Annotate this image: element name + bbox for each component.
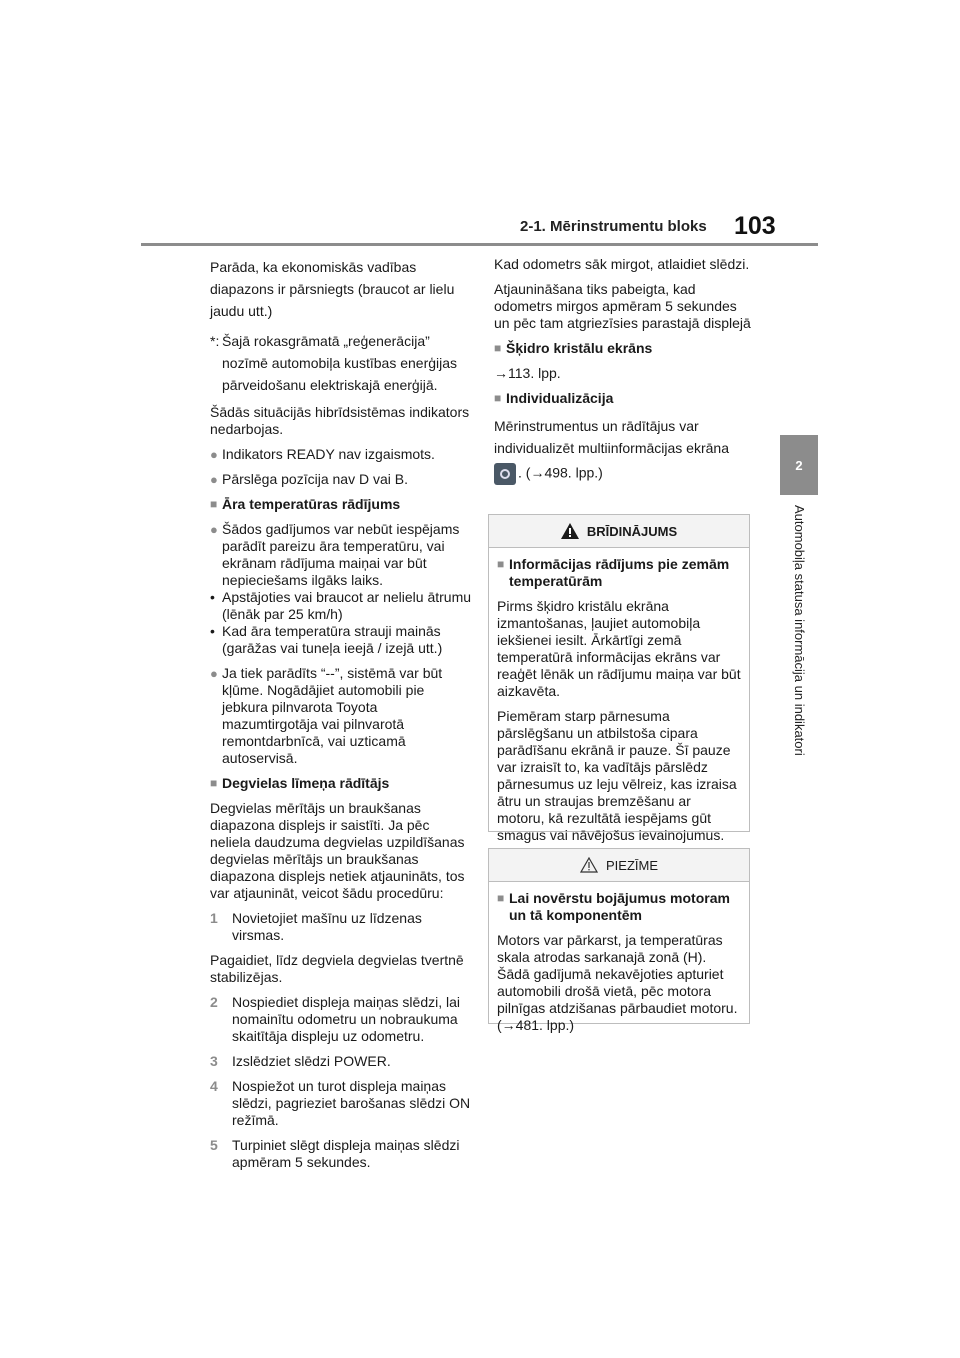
square-icon: ■ — [494, 391, 502, 405]
warning-box-title — [489, 515, 749, 548]
page-number: 103 — [734, 212, 776, 240]
bullet-icon: ● — [210, 472, 218, 487]
page-reference: →113. lpp. — [494, 365, 561, 381]
bullet-text: Indikators READY nav izgaismots. — [222, 446, 435, 462]
step-item — [210, 1078, 472, 1129]
paragraph: Degvielas mērītājs un braukšanas diapazona displejs ir saistīti. Ja pēc neliela daudzuma degvielas uzpildīšanas degvielas mērītājs un braukšanas diapazona displejs netiek atjaunināts, tos var atjaunināt, veicot šādu procedūru: — [210, 800, 465, 901]
paragraph: Parāda, ka ekonomiskās vadības diapazons ir pārsniegts (braucot ar lielu jaudu utt.) — [210, 259, 455, 319]
step-number: 4 — [210, 1078, 218, 1094]
step-number: 5 — [210, 1137, 218, 1153]
step-item — [210, 1053, 472, 1070]
footnote — [210, 330, 472, 396]
chapter-side-label: Automobiļa statusa informācija un indikatori — [792, 505, 807, 756]
header-rule — [141, 243, 818, 246]
step-item — [210, 910, 472, 944]
dash-icon: • — [210, 589, 215, 605]
paragraph: Pagaidiet, līdz degviela degvielas tvertnē stabilizējas. — [210, 952, 464, 985]
warning-paragraph: Piemēram starp pārnesuma pārslēgšanu un atbilstoša cipara parādīšanu ekrānā ir pauze. Šī pauze var izraisīt to, ka vadītājs pārslēdz pārnesumus uz leju vēlreiz, kas izraisa ātru un straujas bremzēšanu ar motoru, kā rezultātā iespējams gūt smagus vai nāvējošus ievainojumus. — [497, 708, 737, 843]
notice-heading — [497, 890, 741, 924]
warning-heading — [497, 556, 741, 590]
page-reference: . (→498. lpp.) — [518, 464, 603, 481]
warning-title-text: BRĪDINĀJUMS — [586, 523, 678, 539]
step-text: Novietojiet mašīnu uz līdzenas virsmas. — [232, 910, 422, 943]
square-icon: ■ — [494, 341, 502, 355]
bullet-icon: ● — [210, 522, 218, 537]
section-heading — [494, 390, 756, 407]
dash-text: Kad āra temperatūra strauji mainās (garāžas vai tuneļa ieejā / izejā utt.) — [222, 623, 443, 656]
paragraph: Kad odometrs sāk mirgot, atlaidiet slēdzi. — [494, 256, 750, 272]
paragraph: Mērinstrumentus un rādītājus var individualizēt multiinformācijas ekrāna — [494, 418, 729, 456]
section-heading-text: Degvielas līmeņa rādītājs — [222, 775, 390, 791]
step-text: Turpiniet slēgt displeja maiņas slēdzi apmēram 5 sekundes. — [232, 1137, 460, 1170]
dash-icon: • — [210, 623, 215, 639]
square-icon: ■ — [210, 497, 218, 511]
left-column — [210, 256, 472, 1179]
bullet-text: Pārslēga pozīcija nav D vai B. — [222, 471, 408, 487]
section-heading-text: Āra temperatūras rādījums — [222, 496, 401, 512]
right-column — [494, 256, 756, 493]
bullet-icon: ● — [210, 447, 218, 462]
header-title: 2-1. Mērinstrumentu bloks — [520, 218, 707, 235]
dash-text: Apstājoties vai braucot ar nelielu ātrumu (lēnāk par 25 km/h) — [222, 589, 472, 622]
settings-gear-icon — [494, 463, 516, 485]
dash-item — [210, 589, 472, 623]
step-number: 2 — [210, 994, 218, 1010]
notice-box — [488, 848, 750, 1033]
section-heading — [210, 775, 472, 792]
bullet-item — [210, 521, 472, 589]
dash-item — [210, 623, 472, 657]
step-item — [210, 994, 472, 1045]
bullet-icon: ● — [210, 666, 218, 681]
step-item — [210, 1137, 472, 1171]
warning-triangle-icon — [561, 523, 579, 539]
notice-title-text: PIEZĪME — [605, 857, 658, 873]
warning-paragraph: Pirms šķidro kristālu ekrāna izmantošanas, ļaujiet automobiļa iekšienei iesilt. Ārkārtīgi zemā temperatūrā informācijas ekrāns var reaģēt lēnāk un rādījumu maiņa var būt aizkavēta. — [497, 598, 741, 699]
step-number: 1 — [210, 910, 218, 926]
section-heading-text: Šķidro kristālu ekrāns — [506, 340, 653, 356]
section-heading — [494, 340, 756, 357]
step-number: 3 — [210, 1053, 218, 1069]
paragraph — [494, 463, 756, 485]
bullet-item — [210, 446, 472, 463]
warning-heading-text: Informācijas rādījums pie zemām temperatūrām — [509, 556, 730, 589]
step-text: Nospiediet displeja maiņas slēdzi, lai nomainītu odometru un nobraukuma skaitītāja displeju uz odometru. — [232, 994, 461, 1044]
square-icon: ■ — [497, 891, 505, 905]
step-text: Nospiežot un turot displeja maiņas slēdzi, pagrieziet barošanas slēdzi ON režīmā. — [232, 1078, 471, 1128]
bullet-item — [210, 471, 472, 488]
bullet-item — [210, 665, 472, 767]
paragraph: Atjaunināšana tiks pabeigta, kad odometrs mirgos apmēram 5 sekundes un pēc tam atgriezīsies parastajā displejā — [494, 281, 751, 331]
square-icon: ■ — [210, 776, 218, 790]
footnote-mark: *: — [210, 333, 220, 349]
square-icon: ■ — [497, 557, 505, 571]
paragraph: Šādās situācijās hibrīdsistēmas indikators nedarbojas. — [210, 404, 470, 437]
notice-triangle-icon — [580, 857, 598, 873]
warning-box — [488, 514, 750, 843]
step-text: Izslēdziet slēdzi POWER. — [232, 1053, 391, 1069]
notice-paragraph: Motors var pārkarst, ja temperatūras skala atrodas sarkanajā zonā (H). Šādā gadījumā nekavējoties apturiet automobili drošā vietā, pēc motora pilnīgas atdzišanas pārbaudiet motoru. (→481. lpp.) — [497, 932, 738, 1033]
notice-box-title — [489, 849, 749, 882]
section-heading-text: Individualizācija — [506, 390, 614, 406]
footnote-text: Šajā rokasgrāmatā „reģenerācija” nozīmē automobiļa kustības enerģijas pārveidošanu elektriskajā enerģijā. — [222, 333, 458, 393]
chapter-tab: 2 — [780, 435, 818, 495]
bullet-text: Ja tiek parādīts “--”, sistēmā var būt kļūme. Nogādājiet automobili pie jebkura pilnvarota Toyota mazumtirgotāja vai pilnvarotā remontdarbnīcā, vai uzticamā autoservisā. — [222, 665, 443, 766]
notice-heading-text: Lai novērstu bojājumus motoram un tā komponentēm — [509, 890, 730, 923]
bullet-text: Šādos gadījumos var nebūt iespējams parādīt pareizu āra temperatūru, vai ekrānam rādījuma maiņai var būt nepieciešams ilgāks laiks. — [222, 521, 460, 588]
section-heading — [210, 496, 472, 513]
